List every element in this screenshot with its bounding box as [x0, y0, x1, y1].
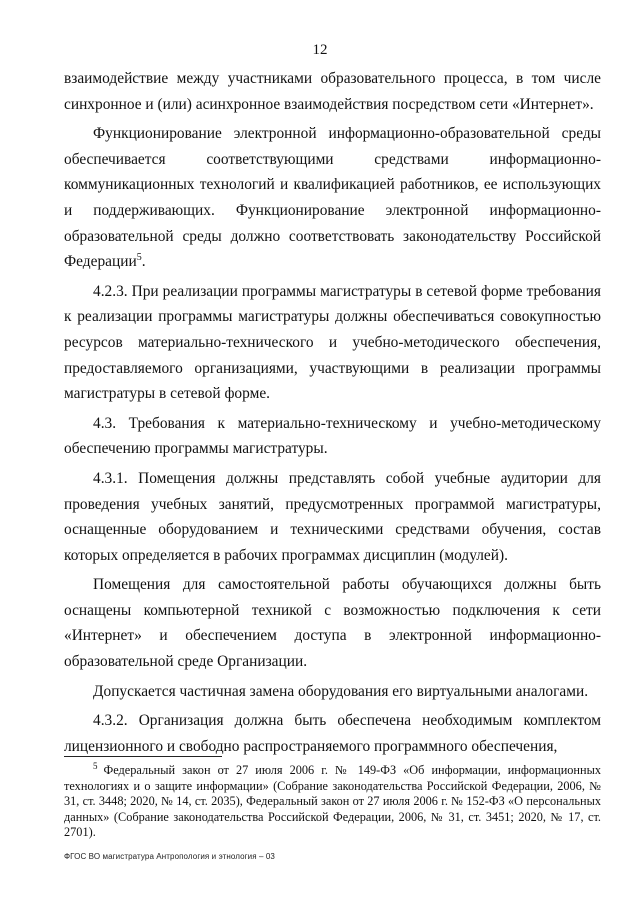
- footnote-ref: 5: [136, 252, 142, 264]
- paragraph-eios-text: Функционирование электронной информационно-образовательной среды обеспечивается соответствующими средствами информационно-коммуникационных технологий и квалификацией работников, ее использующих и поддерживающих. Функционирование электронной информационно-образовательной среды должно соответствовать законодательству Российской Федерации: [64, 125, 601, 271]
- paragraph-4-3-2: 4.3.2. Организация должна быть обеспечена необходимым комплектом лицензионного и свободно распространяемого программного обеспечения,: [64, 712, 601, 755]
- paragraph-4-3-1: 4.3.1. Помещения должны представлять собой учебные аудитории для проведения учебных занятий, предусмотренных программой магистратуры, оснащенные оборудованием и техническими средствами обучения, состав которых определяется в рабочих программах дисциплин (модулей).: [64, 469, 601, 564]
- footnote-mark: 5: [93, 760, 98, 771]
- paragraph-eios-end: .: [141, 253, 146, 271]
- paragraph-4-2-3: 4.2.3. При реализации программы магистратуры в сетевой форме требования к реализации программы магистратуры должны обеспечиваться совокупностью ресурсов материально-технического и учебно-методического обеспечения, предоставляемого организациями, участвующими в реализации программы магистратуры в сетевой форме.: [64, 282, 601, 403]
- paragraph-virtual-analogs: Допускается частичная замена оборудования его виртуальными аналогами.: [93, 682, 589, 700]
- main-text: [64, 66, 601, 759]
- paragraph-4-3: 4.3. Требования к материально-техническому и учебно-методическому обеспечению программы магистратуры.: [64, 414, 601, 458]
- footnote: [64, 760, 601, 841]
- footnote-text: Федеральный закон от 27 июля 2006 г. № 149-ФЗ «Об информации, информационных технологиях и о защите информации» (Собрание законодательства Российской Федерации, 2006, № 31, ст. 3448; 2020, № 14, ст. 2035), Федеральный закон от 27 июля 2006 г. № 152-ФЗ «О персональных данных» (Собрание законодательства Российской Федерации, 2006, № 31, ст. 3451; 2020, № 17, ст. 2701).: [64, 763, 601, 840]
- page-footer: ФГОС ВО магистратура Антропология и этнология – 03: [64, 852, 275, 861]
- page-number: 12: [312, 42, 328, 58]
- paragraph-self-study-rooms: Помещения для самостоятельной работы обучающихся должны быть оснащены компьютерной техникой с возможностью подключения к сети «Интернет» и обеспечением доступа в электронной информационно-образовательной среде Организации.: [64, 576, 601, 671]
- paragraph-continuation: взаимодействие между участниками образовательного процесса, в том числе синхронное и (или) асинхронное взаимодействия посредством сети «Интернет».: [64, 70, 601, 113]
- footnote-divider: [64, 756, 222, 757]
- paragraph-eios: [64, 121, 601, 275]
